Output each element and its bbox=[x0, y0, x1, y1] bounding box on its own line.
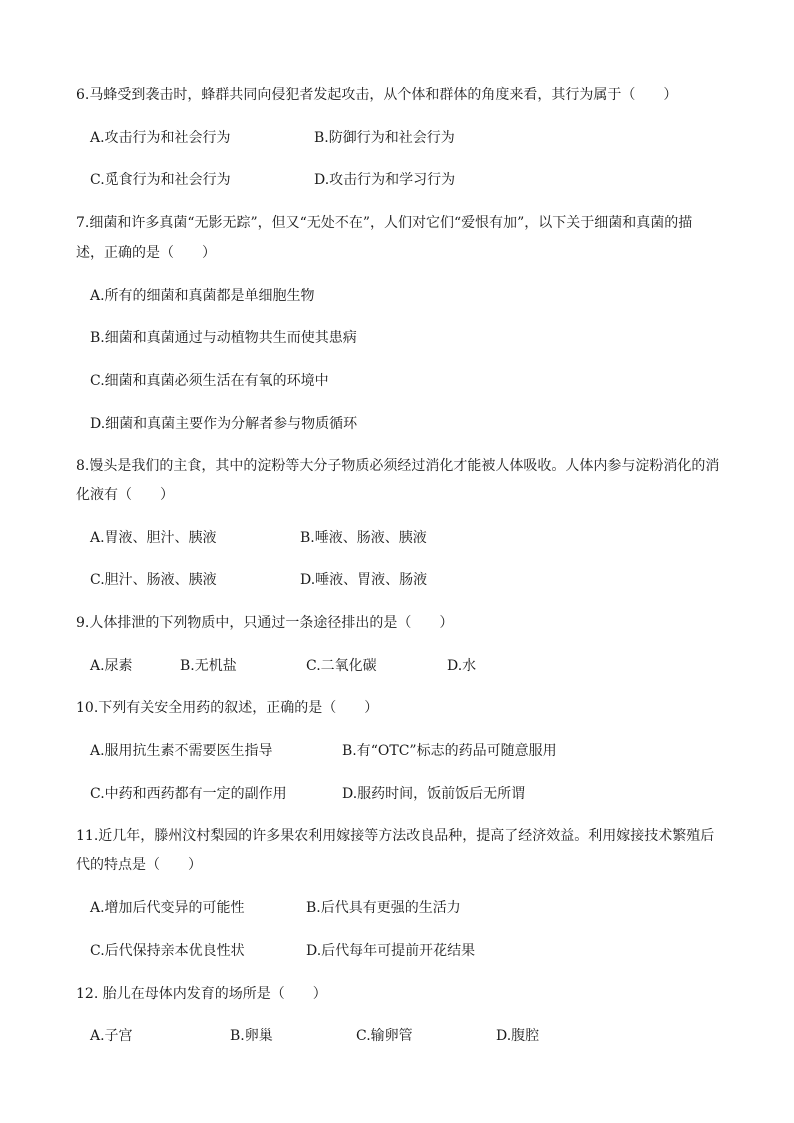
question-6-option-b[interactable]: B.防御行为和社会行为 bbox=[314, 130, 455, 146]
question-10-option-b[interactable]: B.有“OTC”标志的药品可随意服用 bbox=[342, 743, 557, 759]
question-8-stem-line-2: 化液有（ ） bbox=[76, 487, 174, 503]
question-6-stem: 6.马蜂受到袭击时，蜂群共同向侵犯者发起攻击，从个体和群体的角度来看，其行为属于（ ） bbox=[76, 87, 678, 103]
question-7-option-c[interactable]: C.细菌和真菌必须生活在有氧的环境中 bbox=[90, 373, 329, 389]
question-12-option-d[interactable]: D.腹腔 bbox=[496, 1028, 540, 1044]
question-8-option-b[interactable]: B.唾液、肠液、胰液 bbox=[300, 530, 427, 546]
question-9-option-d[interactable]: D.水 bbox=[447, 658, 477, 674]
question-11-option-a[interactable]: A.增加后代变异的可能性 bbox=[90, 900, 245, 916]
question-8-option-c[interactable]: C.胆汁、肠液、胰液 bbox=[90, 572, 217, 588]
question-12-stem: 12. 胎儿在母体内发育的场所是（ ） bbox=[76, 986, 327, 1002]
question-6-option-d[interactable]: D.攻击行为和学习行为 bbox=[314, 172, 456, 188]
question-11-option-d[interactable]: D.后代每年可提前开花结果 bbox=[306, 943, 476, 959]
question-8-option-d[interactable]: D.唾液、胃液、肠液 bbox=[300, 572, 428, 588]
question-7-option-b[interactable]: B.细菌和真菌通过与动植物共生而使其患病 bbox=[90, 330, 357, 346]
question-11-stem-line-2: 代的特点是（ ） bbox=[76, 857, 202, 873]
question-12-option-c[interactable]: C.输卵管 bbox=[356, 1028, 413, 1044]
question-11-stem-line-1: 11.近几年，滕州汶村梨园的许多果农利用嫁接等方法改良品种，提高了经济效益。利用嫁接技术繁殖后 bbox=[76, 828, 715, 844]
question-9-option-a[interactable]: A.尿素 bbox=[90, 658, 133, 674]
question-7-option-a[interactable]: A.所有的细菌和真菌都是单细胞生物 bbox=[90, 288, 315, 304]
question-9-option-c[interactable]: C.二氧化碳 bbox=[306, 658, 377, 674]
question-7-stem-line-2: 述，正确的是（ ） bbox=[76, 245, 216, 261]
question-8-stem-line-1: 8.馒头是我们的主食，其中的淀粉等大分子物质必须经过消化才能被人体吸收。人体内参与淀粉消化的消 bbox=[76, 458, 720, 474]
question-11-option-b[interactable]: B.后代具有更强的生活力 bbox=[306, 900, 461, 916]
question-9-option-b[interactable]: B.无机盐 bbox=[180, 658, 237, 674]
question-11-option-c[interactable]: C.后代保持亲本优良性状 bbox=[90, 943, 245, 959]
question-10-option-c[interactable]: C.中药和西药都有一定的副作用 bbox=[90, 786, 287, 802]
question-10-stem: 10.下列有关安全用药的叙述，正确的是（ ） bbox=[76, 700, 379, 716]
question-9-stem: 9.人体排泄的下列物质中，只通过一条途径排出的是（ ） bbox=[76, 615, 454, 631]
question-10-option-a[interactable]: A.服用抗生素不需要医生指导 bbox=[90, 743, 273, 759]
question-12-option-a[interactable]: A.子宫 bbox=[90, 1028, 133, 1044]
question-6-option-a[interactable]: A.攻击行为和社会行为 bbox=[90, 130, 231, 146]
question-6-option-c[interactable]: C.觅食行为和社会行为 bbox=[90, 172, 231, 188]
question-8-option-a[interactable]: A.胃液、胆汁、胰液 bbox=[90, 530, 217, 546]
question-10-option-d[interactable]: D.服药时间，饭前饭后无所谓 bbox=[342, 786, 526, 802]
question-7-stem-line-1: 7.细菌和许多真菌“无影无踪”，但又“无处不在”，人们对它们“爱恨有加”，以下关于细菌和真菌的描 bbox=[76, 215, 693, 231]
question-7-option-d[interactable]: D.细菌和真菌主要作为分解者参与物质循环 bbox=[90, 416, 358, 432]
question-12-option-b[interactable]: B.卵巢 bbox=[230, 1028, 273, 1044]
